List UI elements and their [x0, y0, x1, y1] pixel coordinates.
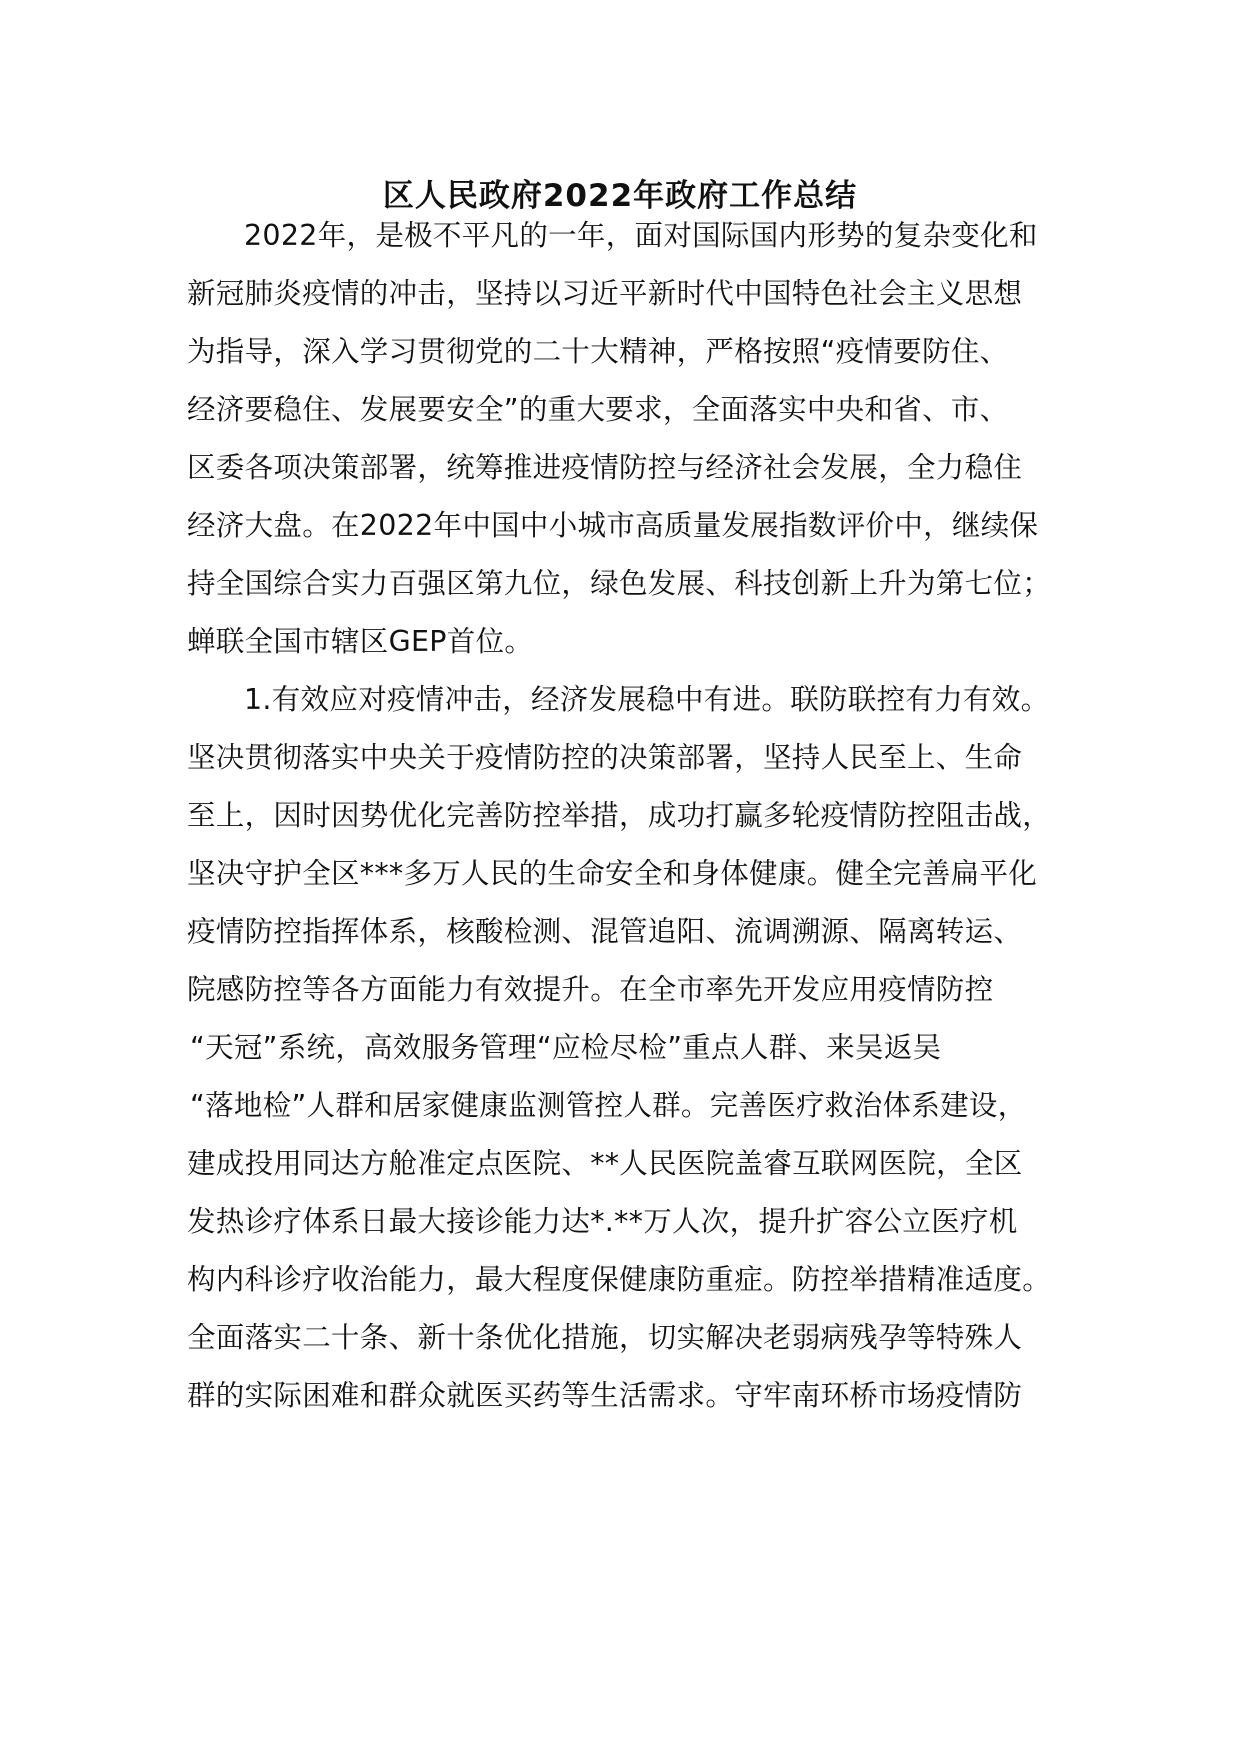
paragraph-2-line-8: “落地检”人群和居家健康监测管控人群。完善医疗救治体系建设， — [190, 1089, 1027, 1122]
paragraph-1-line-7: 持全国综合实力百强区第九位，绿色发展、科技创新上升为第七位； — [187, 567, 1052, 600]
paragraph-2-line-3: 至上，因时因势优化完善防控举措，成功打赢多轮疫情防控阻击战， — [187, 799, 1052, 832]
paragraph-1-line-4: 经济要稳住、发展要安全”的重大要求，全面落实中央和省、市、 — [187, 393, 1009, 426]
paragraph-2-line-1: 1.有效应对疫情冲击，经济发展稳中有进。联防联控有力有效。 — [244, 683, 1050, 716]
paragraph-1-line-1: 2022年，是极不平凡的一年，面对国际国内形势的复杂变化和 — [244, 219, 1038, 252]
paragraph-1-line-2: 新冠肺炎疫情的冲击，坚持以习近平新时代中国特色社会主义思想 — [187, 277, 1023, 310]
paragraph-1-line-3: 为指导，深入学习贯彻党的二十大精神，严格按照“疫情要防住、 — [187, 335, 1009, 368]
paragraph-1-line-6: 经济大盘。在2022年中国中小城市高质量发展指数评价中，继续保 — [187, 509, 1039, 542]
paragraph-2-line-2: 坚决贯彻落实中央关于疫情防控的决策部署，坚持人民至上、生命 — [187, 741, 1023, 774]
paragraph-2-line-13: 群的实际困难和群众就医买药等生活需求。守牢南环桥市场疫情防 — [187, 1379, 1023, 1412]
paragraph-1-line-8: 蝉联全国市辖区GEP首位。 — [187, 625, 534, 658]
paragraph-2-line-11: 构内科诊疗收治能力，最大程度保健康防重症。防控举措精准适度。 — [187, 1263, 1052, 1296]
paragraph-2-line-5: 疫情防控指挥体系，核酸检测、混管追阳、流调溯源、隔离转运、 — [187, 915, 1023, 948]
paragraph-1-line-5: 区委各项决策部署，统筹推进疫情防控与经济社会发展，全力稳住 — [187, 451, 1023, 484]
document-title: 区人民政府2022年政府工作总结 — [382, 178, 858, 214]
paragraph-2-line-7: “天冠”系统，高效服务管理“应检尽检”重点人群、来吴返吴 — [190, 1031, 942, 1064]
paragraph-2-line-6: 院感防控等各方面能力有效提升。在全市率先开发应用疫情防控 — [187, 973, 994, 1006]
paragraph-2-line-12: 全面落实二十条、新十条优化措施，切实解决老弱病残孕等特殊人 — [187, 1321, 1023, 1354]
paragraph-2-line-9: 建成投用同达方舱准定点医院、**人民医院盖睿互联网医院，全区 — [187, 1147, 1023, 1180]
paragraph-2-line-4: 坚决守护全区***多万人民的生命安全和身体健康。健全完善扁平化 — [187, 857, 1038, 890]
paragraph-2-line-10: 发热诊疗体系日最大接诊能力达*.**万人次，提升扩容公立医疗机 — [187, 1205, 1018, 1238]
